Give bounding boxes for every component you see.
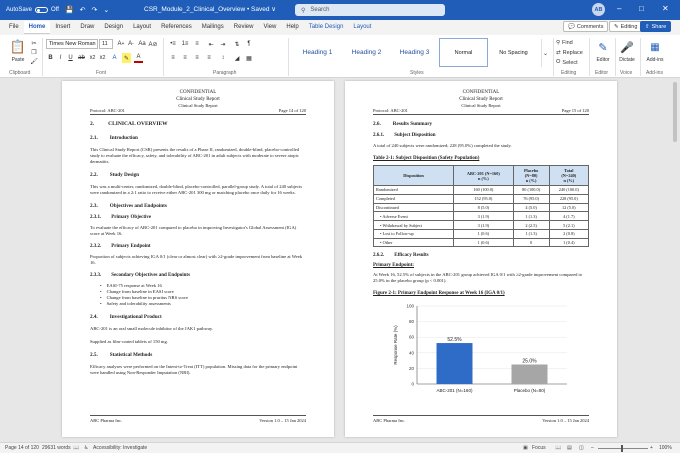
paragraph: A total of 240 subjects were randomized; 228 (95.0%) completed the study.	[373, 143, 512, 148]
print-layout-icon[interactable]: ▤	[567, 445, 572, 451]
list-item: • EASI-75 response at Week 16	[108, 283, 306, 289]
autosave-toggle[interactable]	[6, 7, 59, 13]
share-icon: ⇧	[645, 23, 650, 30]
autosave-state: Off	[51, 7, 59, 13]
table-row	[374, 229, 589, 238]
group-label-paragraph: Paragraph	[213, 70, 237, 76]
grow-font-icon[interactable]: A +	[117, 41, 125, 47]
paragraph: This Clinical Study Report (CSR) presents the results of a Phase II, randomized, double-blind, placebo-controlled study to evaluate the efficacy, safety, and tolerability of ABC-201 in adult subjects with moderate to severe atopic dermatitis.	[90, 147, 300, 164]
table-row	[374, 203, 589, 212]
text-effects-icon[interactable]: A	[112, 55, 117, 61]
italic-icon[interactable]: I	[59, 55, 62, 61]
page-left[interactable]	[62, 81, 334, 437]
page-number: Page 15 of 120	[561, 108, 589, 113]
table-cell: 2 (0.8)	[549, 229, 588, 238]
format-painter-icon[interactable]: 🖌	[30, 58, 38, 65]
header-line	[90, 108, 306, 115]
table-header-cell: Placebo (N=80) n (%)	[513, 166, 549, 186]
heading-number: 2.6.2.	[373, 253, 385, 259]
font-color-icon[interactable]: A	[134, 53, 143, 63]
replace-icon: ⇄	[556, 49, 561, 56]
highlight-icon[interactable]: ✎	[122, 53, 131, 63]
table-cell: 4 (5.0)	[513, 203, 549, 212]
heading-title: Primary Objective	[111, 215, 152, 220]
focus-button[interactable]: Focus	[532, 445, 546, 451]
justify-icon[interactable]: ≡	[207, 55, 211, 61]
y-tick-label: 40	[408, 350, 414, 356]
paragraph: At Week 16, 52.5% of subjects in the ABC-201 group achieved IGA 0/1 with ≥2-grade improvement compared to 25.0% in the placebo group (p < 0.001).	[373, 272, 583, 284]
section-heading	[90, 314, 306, 320]
heading-title: Introduction	[109, 135, 138, 141]
minimize-icon[interactable]: –	[617, 4, 622, 13]
paragraph: This was a multi-center, randomized, double-blind, placebo-controlled, parallel-group study. A total of 240 subjects were randomized in a 2:1 ratio to receive either ABC-201 300 mg or matching placebo once daily for 16 weeks.	[90, 184, 303, 195]
maximize-icon[interactable]: □	[639, 4, 644, 13]
heading-number: 2.3.3.	[90, 273, 102, 278]
table-cell: 1 (0.6)	[454, 229, 514, 238]
comments-button[interactable]	[563, 21, 608, 32]
zoom-in-icon[interactable]: +	[650, 445, 653, 451]
find-label: Find	[562, 39, 573, 46]
table-cell: 2 (2.5)	[513, 221, 549, 230]
table-cell: 1 (1.3)	[513, 212, 549, 221]
y-tick-label: 60	[408, 335, 414, 341]
find-button[interactable]	[556, 38, 573, 47]
zoom-out-icon[interactable]: –	[591, 445, 594, 451]
table-cell: 3 (1.9)	[454, 212, 514, 221]
table-row-label	[374, 203, 454, 212]
row-label-text: Adverse Event	[382, 213, 408, 219]
read-mode-icon[interactable]: 📖	[555, 445, 562, 451]
paragraph: ABC-201 is an oral small molecule inhibitor of the JAK1 pathway.	[90, 326, 214, 331]
share-button[interactable]	[640, 21, 671, 32]
divider	[553, 38, 554, 76]
row-label-text: Lost to Follow-up	[382, 231, 414, 237]
autosave-switch[interactable]	[35, 7, 48, 13]
y-tick-label: 80	[408, 319, 414, 325]
heading-title: Subject Disposition	[394, 133, 436, 138]
table-row	[374, 212, 589, 221]
table-cell: 1 (0.6)	[454, 238, 514, 247]
row-label-text: Completed	[376, 196, 395, 202]
heading-number: 2.3.	[90, 203, 98, 209]
search-input[interactable]: Search	[310, 7, 330, 13]
table-body	[374, 186, 589, 247]
editing-label: Editing	[620, 23, 638, 30]
redo-icon[interactable]: ↷	[91, 7, 98, 14]
heading-title: Investigational Product	[109, 314, 162, 320]
select-label: Select	[562, 59, 578, 66]
zoom-slider-thumb[interactable]	[621, 445, 623, 452]
accessibility-status[interactable]: Accessibility: Investigate	[93, 445, 148, 451]
table-row-label	[374, 194, 454, 203]
superscript-icon[interactable]: x 2	[99, 55, 106, 61]
y-tick-label: 0	[411, 381, 414, 387]
replace-label: Replace	[562, 49, 583, 56]
undo-icon[interactable]: ↶	[79, 7, 86, 14]
editor-icon[interactable]: ✎	[598, 41, 608, 54]
table-cell: 76 (95.0)	[513, 194, 549, 203]
heading-number: 2.1.	[90, 135, 98, 141]
avatar[interactable]: AB	[592, 3, 605, 16]
section-heading	[90, 215, 306, 220]
paragraph: To evaluate the efficacy of ABC-201 compared to placebo in improving Investigator's Global Assessment (IGA) score at Week 16.	[90, 225, 297, 236]
comments-label: Comments	[576, 23, 604, 30]
section-heading	[90, 273, 306, 278]
table-cell: 8 (5.0)	[454, 203, 514, 212]
tab-review[interactable]: Review	[233, 24, 254, 30]
bullet-list	[108, 283, 306, 307]
table-row-label	[374, 212, 454, 221]
divider	[615, 38, 616, 76]
divider	[640, 38, 641, 76]
divider	[42, 38, 43, 76]
style-no-spacing[interactable]: No Spacing	[499, 49, 528, 56]
table-cell: 0	[513, 238, 549, 247]
save-icon[interactable]: 💾	[64, 7, 74, 14]
search-box[interactable]	[295, 4, 445, 16]
table-cell: 160 (100.0)	[454, 186, 514, 195]
align-left-icon[interactable]: ≡	[171, 55, 175, 61]
footer-version: Version 1.0 – 15 Jan 2024	[259, 418, 306, 423]
shrink-font-icon[interactable]: A -	[128, 41, 134, 47]
underline-icon[interactable]: U	[68, 55, 73, 61]
heading-number: 2.6.1.	[373, 133, 385, 138]
zoom-level[interactable]: 100%	[659, 445, 672, 451]
heading-title: CLINICAL OVERVIEW	[108, 121, 168, 127]
group-label-styles: Styles	[410, 70, 424, 76]
multilevel-list-icon[interactable]: ≡	[195, 41, 199, 47]
primary-endpoint-label: Primary Endpoint:	[373, 263, 414, 269]
row-label-text: Withdrawal by Subject	[382, 222, 422, 228]
page-footer	[90, 415, 306, 423]
row-label-text: Other	[382, 240, 393, 246]
bullet-icon: •	[380, 222, 383, 228]
shading-icon[interactable]: ◢	[234, 55, 240, 62]
style-heading-1[interactable]: Heading 1	[302, 49, 333, 56]
footer-company: ABC Pharma Inc.	[373, 418, 406, 423]
list-item: • Change from baseline in EASI score	[108, 289, 306, 295]
status-bar	[0, 442, 680, 453]
table-row-label	[374, 186, 454, 195]
bullets-icon[interactable]: •≡	[170, 41, 176, 47]
web-layout-icon[interactable]: ◫	[579, 445, 584, 451]
cut-icon[interactable]: ✂	[31, 40, 37, 47]
table-row	[374, 186, 589, 195]
paragraph: Proportion of subjects achieving IGA 0/1 (clear or almost clear) with ≥2-grade improvement from baseline at Week 16.	[90, 254, 303, 265]
divider	[589, 38, 590, 76]
table-header-cell: Total (N=240) n (%)	[549, 166, 588, 186]
title-bar	[0, 0, 680, 20]
section-heading	[90, 172, 306, 178]
group-label-editing: Editing	[561, 70, 577, 76]
vertical-scrollbar[interactable]	[673, 82, 677, 142]
sort-icon[interactable]: ⇅	[234, 41, 240, 48]
document-area[interactable]	[0, 78, 680, 442]
heading-title: Secondary Objectives and Endpoints	[111, 273, 191, 278]
style-normal[interactable]: Normal	[439, 38, 488, 67]
align-right-icon[interactable]: ≡	[195, 55, 199, 61]
paragraph: Supplied as film-coated tablets of 150 mg.	[90, 339, 168, 344]
table-cell: 228 (95.0)	[549, 194, 588, 203]
line-spacing-icon[interactable]: ↕	[221, 55, 225, 61]
bar	[437, 344, 473, 385]
page-footer	[373, 415, 589, 423]
bullet-icon: •	[380, 240, 383, 246]
heading-number: 2.5.	[90, 352, 98, 358]
heading-title: Study Design	[109, 172, 140, 178]
paragraph: Efficacy analyses were performed on the Intent-to-Treat (ITT) population. Missing data for the primary endpoint were handled using Non-Responder Imputation (NRI).	[90, 364, 298, 375]
group-label-clipboard: Clipboard	[9, 70, 31, 76]
bullet-icon: •	[380, 213, 383, 219]
table-cell: 3 (1.9)	[454, 221, 514, 230]
comment-icon: 💬	[568, 23, 575, 30]
page-right[interactable]	[345, 81, 617, 437]
table-cell: 240 (100.0)	[549, 186, 588, 195]
replace-button[interactable]	[556, 48, 583, 57]
tab-layout[interactable]: Layout	[353, 24, 372, 30]
addins-icon[interactable]: ▦	[650, 41, 660, 53]
subscript-icon[interactable]: x 2	[89, 55, 96, 61]
section-heading	[90, 244, 306, 249]
bar	[512, 365, 548, 385]
font-name-select[interactable]: Times New Roman	[46, 39, 98, 49]
table-row-label	[374, 229, 454, 238]
tab-draw[interactable]: Draw	[80, 24, 95, 30]
strikethrough-icon[interactable]: ab	[78, 55, 85, 61]
bullet-icon: •	[380, 231, 383, 237]
dictate-button[interactable]: Dictate	[619, 56, 635, 63]
row-label-text: Randomized	[376, 187, 398, 193]
protocol-label: Protocol: ABC-201	[90, 108, 125, 113]
share-label: Share	[651, 23, 667, 30]
page-content	[90, 121, 306, 383]
tab-home[interactable]: Home	[24, 21, 51, 34]
section-heading	[373, 121, 589, 127]
paste-button[interactable]: Paste	[11, 56, 25, 63]
select-icon: ⭘	[556, 59, 561, 65]
clear-formatting-icon[interactable]: A⊘	[148, 41, 158, 48]
numbering-icon[interactable]: 1≡	[181, 41, 189, 47]
group-label-editor: Editor	[595, 70, 609, 76]
table-header-row	[374, 166, 589, 186]
divider	[163, 38, 164, 76]
section-heading	[373, 253, 589, 258]
focus-icon[interactable]: ▣	[523, 445, 528, 451]
autosave-label: AutoSave	[6, 7, 33, 13]
align-center-icon[interactable]: ≡	[183, 55, 187, 61]
word-count[interactable]: 29631 words	[42, 445, 71, 451]
change-case-icon[interactable]: Aa	[138, 41, 146, 47]
tab-layout[interactable]: Layout	[133, 24, 152, 30]
microphone-icon[interactable]: 🎤	[620, 41, 634, 54]
ribbon-home	[0, 35, 680, 78]
response-bar-chart	[389, 300, 579, 402]
heading-number: 2.	[90, 121, 95, 127]
disposition-table	[373, 165, 589, 247]
editor-button[interactable]: Editor	[596, 56, 610, 63]
footer-company: ABC Pharma Inc.	[90, 418, 123, 423]
tab-design[interactable]: Design	[104, 24, 124, 30]
heading-number: 2.3.2.	[90, 244, 102, 249]
borders-icon[interactable]: ▦	[246, 55, 252, 62]
table-cell: 1 (1.3)	[513, 229, 549, 238]
table-cell: 1 (0.4)	[549, 238, 588, 247]
protocol-label: Protocol: ABC-201	[373, 108, 408, 113]
tab-references[interactable]: References	[161, 24, 192, 30]
header-confidential: CONFIDENTIAL	[179, 90, 217, 95]
styles-more-icon[interactable]: ⌄	[541, 39, 549, 67]
table-caption: Table 2-1: Subject Disposition (Safety Population)	[373, 156, 480, 161]
heading-title: Efficacy Results	[394, 253, 429, 259]
heading-title: Results Summary	[392, 121, 433, 127]
find-icon: ⚲	[556, 39, 561, 46]
search-icon: ⚲	[301, 7, 306, 14]
y-tick-label: 100	[406, 303, 414, 309]
y-tick-label: 20	[408, 366, 414, 372]
customize-toolbar-icon[interactable]: ⌄	[103, 7, 110, 14]
x-tick-label: Placebo (N=80)	[513, 388, 546, 394]
table-row-label	[374, 221, 454, 230]
heading-title: Statistical Methods	[109, 352, 153, 358]
row-label-text: Discontinued	[376, 204, 399, 210]
table-cell: 80 (100.0)	[513, 186, 549, 195]
page-number: Page 14 of 120	[278, 108, 306, 113]
table-row-label	[374, 238, 454, 247]
section-heading	[90, 352, 306, 358]
decrease-indent-icon[interactable]: ⇤	[208, 41, 214, 48]
list-item: • Change from baseline in pruritus NRS score	[108, 295, 306, 301]
proofing-icon[interactable]: 📖	[73, 445, 80, 451]
font-size-select[interactable]: 11	[99, 39, 113, 49]
accessibility-icon[interactable]: ♿	[84, 445, 89, 451]
addins-button[interactable]: Add-ins	[646, 56, 664, 63]
tab-insert[interactable]: Insert	[55, 24, 71, 30]
show-formatting-icon[interactable]: ¶	[247, 41, 251, 47]
heading-number: 2.4.	[90, 314, 98, 320]
tab-file[interactable]: File	[9, 24, 19, 30]
paste-icon[interactable]: 📋	[9, 39, 27, 54]
table-cell: 4 (1.7)	[549, 212, 588, 221]
divider	[288, 38, 289, 76]
header-report: Clinical Study Report	[459, 97, 503, 102]
table-header-cell: ABC-201 (N=160) n (%)	[454, 166, 514, 186]
table-row	[374, 238, 589, 247]
section-heading	[90, 121, 306, 127]
table-cell: 152 (95.0)	[454, 194, 514, 203]
header-report: Clinical Study Report	[176, 97, 220, 102]
header-report-sub: Clinical Study Report	[178, 103, 218, 108]
page-count[interactable]: Page 14 of 120	[5, 445, 39, 451]
header-report-sub: Clinical Study Report	[461, 103, 501, 108]
heading-title: Objectives and Endpoints	[109, 203, 167, 209]
table-row	[374, 221, 589, 230]
bold-icon[interactable]: B	[48, 55, 53, 61]
footer-version: Version 1.0 – 15 Jan 2024	[542, 418, 589, 423]
section-heading	[373, 133, 589, 138]
tab-help[interactable]: Help	[286, 24, 299, 30]
heading-number: 2.3.1.	[90, 215, 102, 220]
header-confidential: CONFIDENTIAL	[462, 90, 500, 95]
data-label: 52.5%	[447, 337, 462, 344]
tab-table-design[interactable]: Table Design	[308, 24, 344, 30]
group-label-addins: Add-ins	[646, 70, 663, 76]
group-label-font: Font	[96, 70, 107, 76]
section-heading	[90, 135, 306, 141]
table-cell: 12 (5.0)	[549, 203, 588, 212]
page-content	[373, 121, 589, 402]
data-label: 25.0%	[522, 358, 537, 365]
x-tick-label: ABC-201 (N=160)	[436, 388, 473, 394]
heading-title: Primary Endpoint	[111, 244, 151, 249]
close-icon[interactable]: ✕	[662, 4, 669, 13]
copy-icon[interactable]: ❐	[31, 49, 37, 56]
y-axis-label: Response Rate (%)	[393, 325, 398, 366]
heading-number: 2.2.	[90, 172, 98, 178]
table-row	[374, 194, 589, 203]
group-label-voice: Voice	[620, 70, 633, 76]
increase-indent-icon[interactable]: ⇥	[220, 41, 226, 48]
tab-mailings[interactable]: Mailings	[201, 24, 224, 30]
tab-view[interactable]: View	[263, 24, 277, 30]
heading-number: 2.6.	[373, 121, 381, 127]
style-heading-2[interactable]: Heading 2	[351, 49, 382, 56]
zoom-slider[interactable]	[598, 448, 648, 449]
header-line	[373, 108, 589, 115]
table-header-cell: Disposition	[374, 166, 454, 186]
style-heading-3[interactable]: Heading 3	[399, 49, 430, 56]
section-heading	[90, 203, 306, 209]
document-title[interactable]: CSR_Module_2_Clinical_Overview • Saved ∨	[144, 6, 277, 13]
table-cell: 5 (2.1)	[549, 221, 588, 230]
select-button[interactable]	[556, 58, 578, 67]
figure-caption: Figure 2-1: Primary Endpoint Response at Week 16 (IGA 0/1)	[373, 291, 505, 297]
list-item: • Safety and tolerability assessments	[108, 301, 306, 307]
pencil-icon: ✎	[614, 23, 619, 30]
